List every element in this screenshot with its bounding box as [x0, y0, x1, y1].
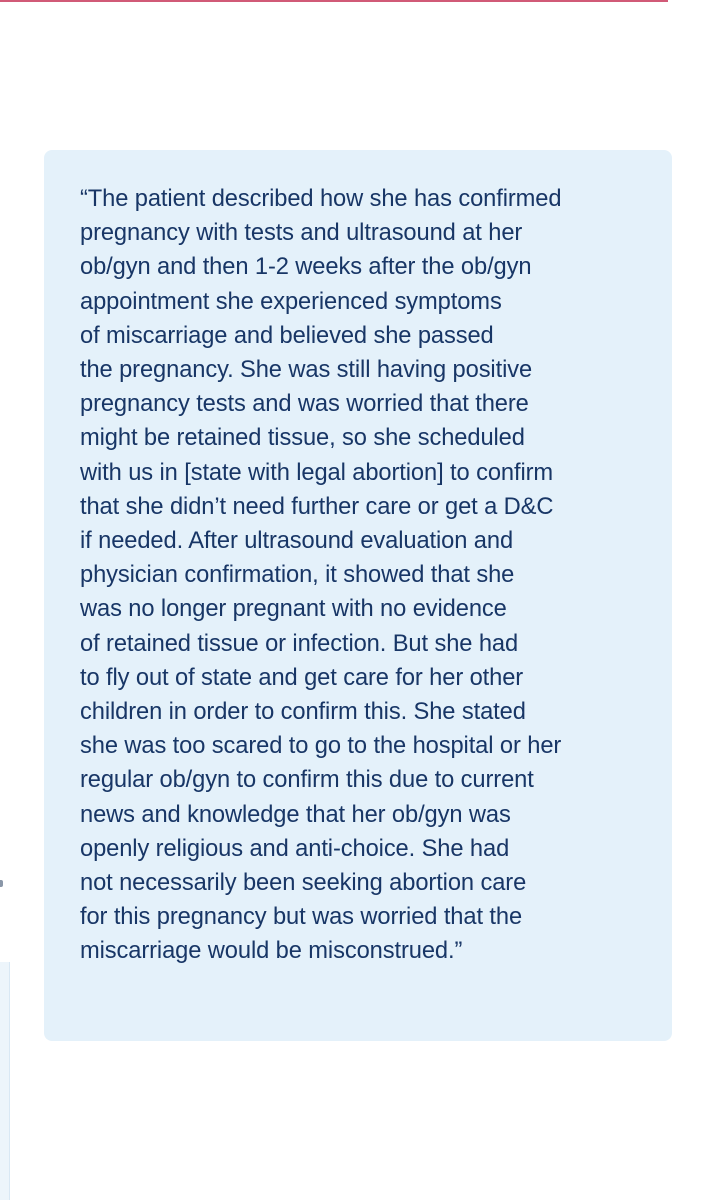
- quote-line: of miscarriage and believed she passed: [80, 322, 494, 349]
- quote-line: appointment she experienced symptoms: [80, 288, 502, 315]
- quote-line: ob/gyn and then 1-2 weeks after the ob/gyn: [80, 254, 532, 281]
- quote-line: physician confirmation, it showed that she: [80, 562, 515, 589]
- quote-line: she was too scared to go to the hospital or her: [80, 733, 562, 760]
- quote-line: “The patient described how she has confirmed: [80, 186, 562, 212]
- quote-line: the pregnancy. She was still having positive: [80, 357, 533, 384]
- quote-line: for this pregnancy but was worried that the: [80, 904, 523, 931]
- adjacent-panel-edge: [0, 962, 10, 1200]
- quote-line: pregnancy tests and was worried that there: [80, 391, 529, 418]
- quote-line: if needed. After ultrasound evaluation and: [80, 528, 514, 555]
- quote-line: regular ob/gyn to confirm this due to current: [80, 767, 534, 794]
- quote-line: with us in [state with legal abortion] to confirm: [80, 459, 554, 486]
- quote-line: miscarriage would be misconstrued.”: [80, 938, 463, 965]
- top-divider-line: [0, 0, 668, 2]
- quote-line: was no longer pregnant with no evidence: [80, 596, 507, 623]
- quote-line: might be retained tissue, so she scheduled: [80, 425, 525, 452]
- quote-line: openly religious and anti-choice. She had: [80, 835, 510, 862]
- quote-line: pregnancy with tests and ultrasound at her: [80, 220, 523, 247]
- quote-line: news and knowledge that her ob/gyn was: [80, 801, 511, 828]
- edge-marker: [0, 880, 3, 887]
- quote-text: [80, 182, 642, 969]
- quote-line: of retained tissue or infection. But she had: [80, 630, 519, 657]
- quote-line: that she didn’t need further care or get a D&C: [80, 493, 554, 520]
- quote-line: to fly out of state and get care for her other: [80, 664, 524, 691]
- quote-line: not necessarily been seeking abortion care: [80, 870, 527, 897]
- quote-panel: [44, 150, 672, 1041]
- quote-line: children in order to confirm this. She stated: [80, 699, 526, 726]
